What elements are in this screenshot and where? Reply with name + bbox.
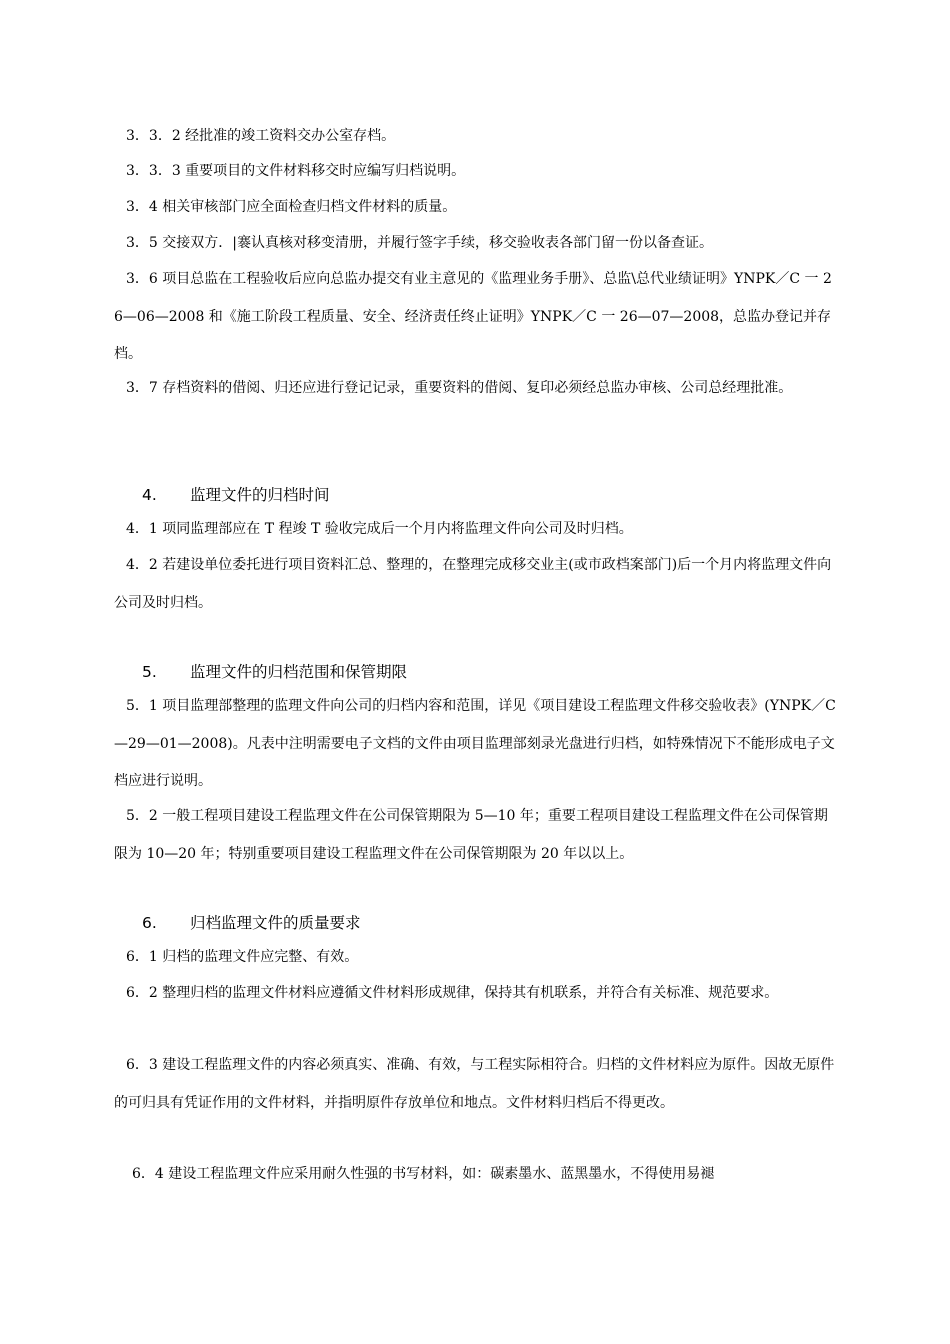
paragraph-6-2: 6．2 整理归档的监理文件材料应遵循文件材料形成规律，保持其有机联系，并符合有关标准、规范要求。 — [126, 985, 779, 1001]
paragraph-3-6: 3．6 项目总监在工程验收后应向总监办提交有业主意见的《监理业务手册》、总监\总代业绩证明》YNPK／C 一 26—06—2008 和《施工阶段工程质量、安全、经济责任终止证明》YNPK／C 一 26—07—2008，总监办登记并存档。 — [114, 271, 832, 362]
paragraph-6-4: 6．4 建设工程监理文件应采用耐久性强的书写材料，如：碳素墨水、蓝黑墨水，不得使用易褪 — [132, 1166, 715, 1182]
paragraph-3-7: 3．7 存档资料的借阅、归还应进行登记记录，重要资料的借阅、复印必须经总监办审核、公司总经理批准。 — [126, 380, 793, 396]
paragraph-3-5: 3．5 交接双方．|褰认真核对移变清册，并履行签字手续，移交验收表各部门留一份以备查证。 — [126, 235, 713, 251]
paragraph-6-3: 6．3 建设工程监理文件的内容必须真实、准确、有效，与工程实际相符合。归档的文件材料应为原件。因故无原件的可归具有凭证作用的文件材料，并指明原件存放单位和地点。文件材料归档后不得更改。 — [114, 1057, 835, 1111]
section-heading-4 — [142, 483, 330, 507]
section-heading-6 — [142, 911, 361, 935]
paragraph-4-2: 4．2 若建设单位委托进行项目资料汇总、整理的，在整理完成移交业主(或市政档案部门)后一个月内将监理文件向公司及时归档。 — [114, 557, 832, 611]
section-title: 归档监理文件的质量要求 — [190, 914, 361, 932]
paragraph-3-3-3: 3．3．3 重要项目的文件材料移交时应编写归档说明。 — [126, 163, 466, 179]
paragraph-3-4: 3．4 相关审核部门应全面检查归档文件材料的质量。 — [126, 199, 457, 215]
section-number: 6. — [142, 914, 157, 932]
paragraph-3-3-2: 3．3．2 经批准的竣工资料交办公室存档。 — [126, 128, 396, 144]
paragraph-4-1: 4．1 项同监理部应在 T 程竣 T 验收完成后一个月内将监理文件向公司及时归档。 — [126, 521, 633, 537]
section-title: 监理文件的归档时间 — [190, 486, 330, 504]
section-number: 4. — [142, 486, 157, 504]
paragraph-5-2: 5．2 一般工程项目建设工程监理文件在公司保管期限为 5—10 年；重要工程项目建设工程监理文件在公司保管期限为 10—20 年；特别重要项目建设工程监理文件在公司保管期限为 20 年以以上。 — [114, 808, 828, 862]
paragraph-5-1: 5．1 项目监理部整理的监理文件向公司的归档内容和范围，详见《项目建设工程监理文件移交验收表》(YNPK／C—29—01—2008)。凡表中注明需要电子文档的文件由项目监理部刻录光盘进行归档，如特殊情况下不能形成电子文档应进行说明。 — [114, 698, 836, 789]
section-number: 5. — [142, 663, 157, 681]
paragraph-6-1: 6．1 归档的监理文件应完整、有效。 — [126, 949, 359, 965]
section-heading-5 — [142, 660, 407, 684]
section-title: 监理文件的归档范围和保管期限 — [190, 663, 408, 681]
